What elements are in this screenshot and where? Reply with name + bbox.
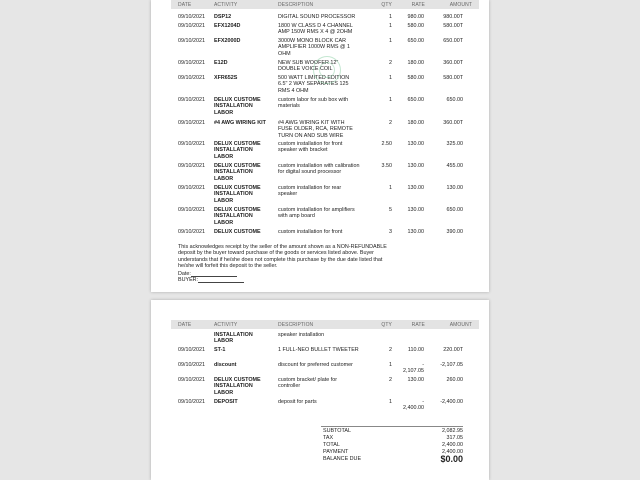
balance-due-row bbox=[323, 456, 463, 468]
row-activity: DELUX CUSTOME INSTALLATION LABOR bbox=[214, 377, 261, 396]
row-rate: 180.00 bbox=[407, 60, 424, 66]
row-rate: 580.00 bbox=[407, 23, 424, 29]
col-rate-header: RATE bbox=[411, 322, 425, 328]
row-description: custom installation for front speaker with bracket bbox=[278, 141, 343, 154]
row-date: 09/10/2021 bbox=[178, 23, 205, 29]
col-description-header: DESCRIPTION bbox=[278, 2, 314, 8]
table-header bbox=[171, 320, 479, 329]
totals-divider bbox=[321, 426, 463, 427]
rate-sign: - bbox=[422, 399, 424, 405]
row-date: 09/10/2021 bbox=[178, 163, 205, 169]
watermark-stamp bbox=[313, 56, 341, 84]
row-description: DIGITAL SOUND PROCESSOR bbox=[278, 14, 356, 20]
row-qty: 1 bbox=[389, 14, 392, 20]
row-date: 09/10/2021 bbox=[178, 60, 205, 66]
row-qty: 1 bbox=[389, 399, 392, 405]
col-amount-header: AMOUNT bbox=[449, 322, 472, 328]
row-activity: DELUX CUSTOME INSTALLATION LABOR bbox=[214, 207, 261, 226]
row-activity: XFR652S bbox=[214, 75, 238, 81]
row-description: 500 WATT LIMITED EDITION 6.5" 2 WAY SEPARATES 125 RMS 4 OHM bbox=[278, 75, 350, 94]
row-description: custom installation with calibration for digital sound processor bbox=[278, 163, 360, 176]
row-amount: 650.00 bbox=[446, 97, 463, 103]
payment-label: PAYMENT bbox=[323, 449, 349, 455]
buyer-label: BUYER: bbox=[178, 277, 199, 283]
row-rate: 650.00 bbox=[407, 97, 424, 103]
row-activity: EFX1204D bbox=[214, 23, 241, 29]
buyer-line bbox=[198, 277, 244, 283]
row-amount: 580.00T bbox=[443, 23, 463, 29]
col-qty-header: QTY bbox=[381, 322, 392, 328]
tax-row bbox=[323, 435, 463, 442]
row-amount: 360.00T bbox=[443, 120, 463, 126]
row-date: 09/10/2021 bbox=[178, 75, 205, 81]
buyer-signature-line bbox=[178, 277, 244, 283]
col-date-header: DATE bbox=[178, 322, 192, 328]
table-header bbox=[171, 0, 479, 9]
row-rate bbox=[397, 399, 424, 412]
row-amount: 220.00T bbox=[443, 347, 463, 353]
row-qty: 1 bbox=[389, 75, 392, 81]
row-date: 09/10/2021 bbox=[178, 141, 205, 147]
balance-due-label: BALANCE DUE bbox=[323, 456, 362, 462]
invoice-page-1 bbox=[151, 0, 489, 292]
col-activity-header: ACTIVITY bbox=[214, 322, 238, 328]
row-date: 09/10/2021 bbox=[178, 207, 205, 213]
row-activity: INSTALLATION LABOR bbox=[214, 332, 253, 345]
row-description: custom bracket/ plate for controller bbox=[278, 377, 338, 390]
date-label: Date: bbox=[178, 271, 191, 277]
row-rate: 580.00 bbox=[407, 75, 424, 81]
col-rate-header: RATE bbox=[411, 2, 425, 8]
row-amount: 455.00 bbox=[446, 163, 463, 169]
row-qty: 1 bbox=[389, 97, 392, 103]
row-rate: 130.00 bbox=[407, 229, 424, 235]
row-rate: 980.00 bbox=[407, 14, 424, 20]
payment-value: 2,400.00 bbox=[442, 449, 463, 455]
row-amount: 580.00T bbox=[443, 75, 463, 81]
row-description: 1 FULL-NEO BULLET TWEETER bbox=[278, 347, 359, 353]
tax-value: 317.05 bbox=[446, 435, 463, 441]
row-activity: ST-1 bbox=[214, 347, 226, 353]
row-amount: 325.00 bbox=[446, 141, 463, 147]
totals-block bbox=[323, 428, 463, 468]
row-qty: 3.50 bbox=[381, 163, 392, 169]
rate-value: 2,107.05 bbox=[403, 368, 424, 375]
row-qty: 2 bbox=[389, 60, 392, 66]
row-activity: DELUX CUSTOME INSTALLATION LABOR bbox=[214, 97, 261, 116]
row-qty: 5 bbox=[389, 207, 392, 213]
row-activity: DELUX CUSTOME INSTALLATION LABOR bbox=[214, 163, 261, 182]
row-description: discount for preferred customer bbox=[278, 362, 353, 368]
row-date: 09/10/2021 bbox=[178, 185, 205, 191]
row-amount: 650.00T bbox=[443, 38, 463, 44]
row-activity: DELUX CUSTOME INSTALLATION LABOR bbox=[214, 185, 261, 204]
col-description-header: DESCRIPTION bbox=[278, 322, 314, 328]
row-rate: 130.00 bbox=[407, 377, 424, 383]
row-qty: 1 bbox=[389, 38, 392, 44]
invoice-page-2 bbox=[151, 300, 489, 480]
row-description: deposit for parts bbox=[278, 399, 317, 405]
row-activity: DELUX CUSTOME bbox=[214, 229, 261, 235]
col-amount-header: AMOUNT bbox=[449, 2, 472, 8]
row-activity: EFX2000D bbox=[214, 38, 241, 44]
row-qty: 3 bbox=[389, 229, 392, 235]
row-amount: 360.00T bbox=[443, 60, 463, 66]
row-activity: DELUX CUSTOME INSTALLATION LABOR bbox=[214, 141, 261, 160]
row-date: 09/10/2021 bbox=[178, 38, 205, 44]
row-qty: 1 bbox=[389, 23, 392, 29]
row-date: 09/10/2021 bbox=[178, 377, 205, 383]
row-description: 1800 W CLASS D 4 CHANNEL AMP 150W RMS X 4 @ 2OHM bbox=[278, 23, 353, 36]
row-date: 09/10/2021 bbox=[178, 120, 205, 126]
row-activity: DSP12 bbox=[214, 14, 232, 20]
row-activity: #4 AWG WIRING KIT bbox=[214, 120, 266, 126]
row-amount: 650.00 bbox=[446, 207, 463, 213]
row-qty: 1 bbox=[389, 362, 392, 368]
row-rate: 130.00 bbox=[407, 185, 424, 191]
row-rate bbox=[397, 362, 424, 375]
row-date: 09/10/2021 bbox=[178, 362, 205, 368]
rate-value: 2,400.00 bbox=[403, 405, 424, 412]
rate-sign: - bbox=[422, 362, 424, 368]
total-label: TOTAL bbox=[323, 442, 340, 448]
tax-label: TAX bbox=[323, 435, 334, 441]
row-qty: 2.50 bbox=[381, 141, 392, 147]
row-date: 09/10/2021 bbox=[178, 347, 205, 353]
row-activity: discount bbox=[214, 362, 237, 368]
row-qty: 2 bbox=[389, 120, 392, 126]
col-activity-header: ACTIVITY bbox=[214, 2, 238, 8]
col-date-header: DATE bbox=[178, 2, 192, 8]
row-description: 3000W MONO BLOCK CAR AMPLIFIER 1000W RMS @ 1 OHM bbox=[278, 38, 350, 57]
row-date: 09/10/2021 bbox=[178, 97, 205, 103]
subtotal-row bbox=[323, 428, 463, 435]
row-qty: 2 bbox=[389, 347, 392, 353]
row-rate: 650.00 bbox=[407, 38, 424, 44]
subtotal-value: 2,082.95 bbox=[442, 428, 463, 434]
row-amount: 130.00 bbox=[446, 185, 463, 191]
acknowledgement-text: This acknowledges receipt by the seller of the amount shown as a NON-REFUNDABLE deposit by the buyer toward purchase of the goods or services listed above. Buyer understands that if he/she does not complete this purchase by the due date listed that he/she will forfeit this deposit to the seller. bbox=[178, 244, 387, 269]
balance-due-value: $0.00 bbox=[440, 454, 463, 464]
total-row bbox=[323, 442, 463, 449]
row-description: custom installation for front bbox=[278, 229, 343, 235]
row-description: NEW SUB WOOFER 12" DOUBLE VOICE COIL bbox=[278, 60, 339, 73]
row-description: custom installation for amplifiers with amp board bbox=[278, 207, 355, 220]
row-rate: 130.00 bbox=[407, 163, 424, 169]
row-date: 09/10/2021 bbox=[178, 399, 205, 405]
total-value: 2,400.00 bbox=[442, 442, 463, 448]
row-rate: 130.00 bbox=[407, 207, 424, 213]
row-amount: -2,107.05 bbox=[440, 362, 463, 368]
row-amount: 260.00 bbox=[446, 377, 463, 383]
row-amount: -2,400.00 bbox=[440, 399, 463, 405]
row-rate: 180.00 bbox=[407, 120, 424, 126]
row-description: speaker installation bbox=[278, 332, 325, 338]
row-date: 09/10/2021 bbox=[178, 229, 205, 235]
row-amount: 390.00 bbox=[446, 229, 463, 235]
row-qty: 2 bbox=[389, 377, 392, 383]
row-date: 09/10/2021 bbox=[178, 14, 205, 20]
row-activity: E12D bbox=[214, 60, 228, 66]
row-qty: 1 bbox=[389, 185, 392, 191]
row-description: #4 AWG WIRING KIT WITH FUSE OLDER, RCA, REMOTE TURN ON AND SUB WIRE bbox=[278, 120, 353, 139]
row-activity: DEPOSIT bbox=[214, 399, 238, 405]
col-qty-header: QTY bbox=[381, 2, 392, 8]
row-amount: 980.00T bbox=[443, 14, 463, 20]
row-description: custom labor for sub box with materials bbox=[278, 97, 349, 110]
subtotal-label: SUBTOTAL bbox=[323, 428, 351, 434]
row-rate: 110.00 bbox=[407, 347, 424, 353]
row-description: custom installation for rear speaker bbox=[278, 185, 342, 198]
row-rate: 130.00 bbox=[407, 141, 424, 147]
